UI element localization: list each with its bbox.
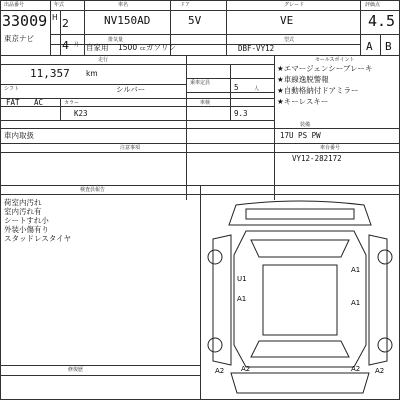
score: 4.5 <box>368 12 396 30</box>
year-num: 2 <box>62 17 69 30</box>
wheel-rear-right <box>378 338 392 352</box>
type-label: 型式 <box>284 37 295 43</box>
damage-mark: A2 <box>241 365 251 373</box>
use: 自家用 <box>86 43 109 52</box>
exterior-grade: B <box>385 40 392 53</box>
doors-label: ドア <box>180 2 190 8</box>
body-top-outline <box>234 231 366 367</box>
feature-item: ★キーレスキー <box>277 97 329 106</box>
cc-unit: cc <box>140 46 146 52</box>
ac: AC <box>34 98 44 107</box>
shift-label: シフト <box>4 86 20 92</box>
equipment-label: 装備 <box>300 122 311 128</box>
mileage: 11,357 <box>30 67 70 80</box>
damage-mark: A2 <box>375 367 385 375</box>
damage-mark: U1 <box>237 275 247 283</box>
car-damage-diagram <box>201 195 399 399</box>
note-line: 外装小傷有り <box>4 225 49 234</box>
inspector-label: 検査員報告 <box>80 187 106 193</box>
history: 車内取扱 <box>4 131 34 140</box>
month-unit: 月 <box>74 42 80 48</box>
shift: FAT <box>6 98 20 107</box>
model-code: DBF-VY12 <box>238 44 275 53</box>
color: シルバー <box>116 85 146 94</box>
feature-item: ★自動格納付ドアミラー <box>277 86 359 95</box>
wheel-front-right <box>378 250 392 264</box>
seats: 5 <box>234 83 239 92</box>
roof-panel <box>263 265 337 335</box>
wheel-front-left <box>208 250 222 264</box>
feature-item: ★エマージェンシーブレーキ <box>277 64 373 73</box>
damage-mark: A1 <box>351 266 361 274</box>
features-list <box>277 65 373 106</box>
score-label: 評価点 <box>365 2 381 8</box>
damage-mark: A1 <box>351 299 361 307</box>
fuel: ガソリン <box>146 43 176 52</box>
note-line: 室内汚れ有 <box>4 207 42 216</box>
front-grille <box>246 209 354 219</box>
front-view-outline <box>229 201 371 225</box>
note-line: スタッドレスタイヤ <box>4 234 72 243</box>
features-label: セールスポイント <box>315 57 355 63</box>
year-label: 年式 <box>54 2 65 8</box>
damage-mark: A2 <box>215 367 225 375</box>
color-label: カラー <box>64 100 80 106</box>
note-line: シートすれ小 <box>4 216 49 225</box>
diagram-footer-label: 修復歴 <box>68 367 84 373</box>
equipment: 17U PS PW <box>280 131 321 140</box>
seats-label: 乗車定員 <box>190 80 211 86</box>
inspection-label: 車検 <box>200 100 211 106</box>
chassis-number: VY12-282172 <box>292 154 342 163</box>
damage-mark: A2 <box>351 365 361 373</box>
model: NV150AD <box>104 14 151 27</box>
lot-number: 33009 <box>2 12 48 30</box>
color-code: K23 <box>74 109 88 118</box>
damage-mark: A1 <box>237 295 247 303</box>
notes-label: 注意事項 <box>120 145 141 151</box>
lot-label: 出品番号 <box>4 2 25 8</box>
note-line: 荷室内汚れ <box>4 198 42 207</box>
seats-unit: 人 <box>254 86 260 92</box>
displacement: 1500 <box>118 43 138 52</box>
chassis-label: 車台番号 <box>320 145 341 151</box>
feature-item: ★車線逸脱警報 <box>277 75 329 84</box>
year-era: H <box>52 13 58 22</box>
month-num: 4 <box>62 39 69 52</box>
inspection: 9.3 <box>234 109 248 118</box>
region: 東京ナビ <box>4 34 34 43</box>
mileage-label: 走行 <box>98 57 109 63</box>
displacement-unit: 排気量 <box>108 37 124 43</box>
wheel-rear-left <box>208 338 222 352</box>
model-label: 車名 <box>118 2 129 8</box>
mileage-unit: km <box>86 69 98 78</box>
interior-grade: A <box>366 40 373 53</box>
grade: VE <box>280 14 294 27</box>
rear-view-outline <box>231 373 369 393</box>
grade-label: グレード <box>284 2 305 8</box>
doors: 5V <box>188 14 202 27</box>
inspector-notes <box>4 199 71 243</box>
